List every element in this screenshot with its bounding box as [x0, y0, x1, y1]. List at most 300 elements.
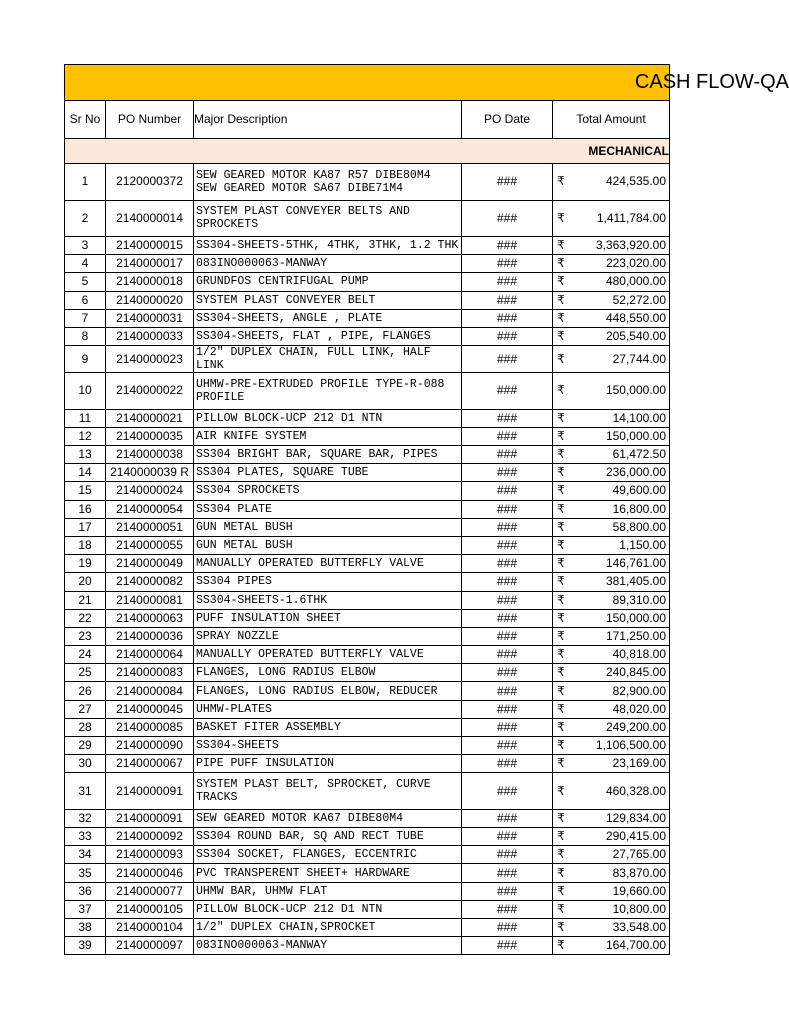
table-row: [65, 591, 670, 609]
header-major-description[interactable]: Major Description: [194, 101, 462, 139]
cell-sr[interactable]: 20: [65, 573, 106, 591]
cell-sr[interactable]: 28: [65, 718, 106, 736]
cell-amount[interactable]: [553, 828, 670, 846]
cell-sr[interactable]: 6: [65, 291, 106, 309]
amount-value: 33,548.00: [612, 920, 666, 935]
cell-desc[interactable]: 1/2" DUPLEX CHAIN, FULL LINK, HALF LINK: [194, 346, 462, 373]
cell-date[interactable]: ###: [462, 882, 553, 900]
cell-date[interactable]: ###: [462, 627, 553, 645]
table-row: [65, 500, 670, 518]
cell-sr[interactable]: 11: [65, 409, 106, 427]
currency-symbol: ₹: [557, 428, 565, 443]
cell-amount[interactable]: [553, 646, 670, 664]
cell-date[interactable]: ###: [462, 700, 553, 718]
cell-po[interactable]: 2140000033: [106, 327, 194, 345]
cell-sr[interactable]: 27: [65, 700, 106, 718]
cell-date[interactable]: ###: [462, 346, 553, 373]
sheet-title: CASH FLOW-QA: [634, 71, 789, 93]
cell-amount[interactable]: [553, 346, 670, 373]
cell-po[interactable]: 2140000055: [106, 536, 194, 554]
cell-date[interactable]: ###: [462, 773, 553, 810]
currency-symbol: ₹: [557, 865, 565, 880]
cell-desc[interactable]: SS304 BRIGHT BAR, SQUARE BAR, PIPES: [194, 446, 462, 464]
cell-desc[interactable]: SEW GEARED MOTOR KA87 R57 DIBE80M4 SEW GEARED MOTOR SA67 DIBE71M4: [194, 164, 462, 201]
cell-amount[interactable]: [553, 464, 670, 482]
cell-po[interactable]: 2140000091: [106, 809, 194, 827]
currency-symbol: ₹: [557, 665, 565, 680]
table-row: [65, 409, 670, 427]
cell-desc[interactable]: SS304-SHEETS: [194, 737, 462, 755]
cell-amount[interactable]: [553, 718, 670, 736]
cell-amount[interactable]: [553, 627, 670, 645]
table-row: [65, 646, 670, 664]
currency-symbol: ₹: [557, 274, 565, 289]
amount-value: 1,411,784.00: [596, 210, 666, 225]
cell-desc[interactable]: PUFF INSULATION SHEET: [194, 609, 462, 627]
cell-po[interactable]: 2140000064: [106, 646, 194, 664]
cell-desc[interactable]: AIR KNIFE SYSTEM: [194, 427, 462, 445]
cell-po[interactable]: 2140000036: [106, 627, 194, 645]
cell-amount[interactable]: [553, 864, 670, 882]
cell-amount[interactable]: [553, 555, 670, 573]
cell-po[interactable]: 2140000083: [106, 664, 194, 682]
table-row: [65, 737, 670, 755]
cell-sr[interactable]: 18: [65, 536, 106, 554]
table-row: [65, 373, 670, 410]
cell-date[interactable]: ###: [462, 500, 553, 518]
amount-value: 40,818.00: [612, 647, 666, 662]
cell-po[interactable]: 2140000054: [106, 500, 194, 518]
table-row: [65, 518, 670, 536]
cell-desc[interactable]: PIPE PUFF INSULATION: [194, 755, 462, 773]
currency-symbol: ₹: [557, 238, 565, 253]
amount-value: 164,700.00: [605, 938, 666, 953]
cell-po[interactable]: 2140000105: [106, 900, 194, 918]
amount-value: 23,169.00: [612, 756, 666, 771]
currency-symbol: ₹: [557, 292, 565, 307]
table-row: [65, 536, 670, 554]
cell-amount[interactable]: [553, 309, 670, 327]
cell-date[interactable]: ###: [462, 464, 553, 482]
cell-desc[interactable]: 083INO000063-MANWAY: [194, 255, 462, 273]
cell-desc[interactable]: SS304 SPROCKETS: [194, 482, 462, 500]
amount-value: 150,000.00: [605, 428, 666, 443]
cell-date[interactable]: ###: [462, 273, 553, 291]
table-row: [65, 609, 670, 627]
currency-symbol: ₹: [557, 592, 565, 607]
cell-po[interactable]: 2140000085: [106, 718, 194, 736]
header-total-amount[interactable]: Total Amount: [553, 101, 670, 139]
amount-value: 205,540.00: [605, 329, 666, 344]
currency-symbol: ₹: [557, 256, 565, 271]
cell-po[interactable]: 2140000023: [106, 346, 194, 373]
currency-symbol: ₹: [557, 538, 565, 553]
cell-desc[interactable]: UHMW-PLATES: [194, 700, 462, 718]
cell-po[interactable]: 2140000049: [106, 555, 194, 573]
header-po-number[interactable]: PO Number: [106, 101, 194, 139]
cell-amount[interactable]: [553, 518, 670, 536]
currency-symbol: ₹: [557, 920, 565, 935]
amount-value: 19,660.00: [612, 883, 666, 898]
cell-date[interactable]: ###: [462, 609, 553, 627]
cell-sr[interactable]: 5: [65, 273, 106, 291]
cell-sr[interactable]: 8: [65, 327, 106, 345]
cell-date[interactable]: ###: [462, 409, 553, 427]
cell-sr[interactable]: 39: [65, 937, 106, 955]
amount-value: 424,535.00: [605, 174, 666, 189]
currency-symbol: ₹: [557, 410, 565, 425]
currency-symbol: ₹: [557, 174, 565, 189]
currency-symbol: ₹: [557, 556, 565, 571]
amount-value: 89,310.00: [612, 592, 666, 607]
cell-date[interactable]: ###: [462, 427, 553, 445]
currency-symbol: ₹: [557, 701, 565, 716]
section-row: [65, 139, 670, 164]
cell-desc[interactable]: UHMW BAR, UHMW FLAT: [194, 882, 462, 900]
amount-value: 381,405.00: [605, 574, 666, 589]
amount-value: 52,272.00: [612, 292, 666, 307]
cell-desc[interactable]: SYSTEM PLAST CONVEYER BELT: [194, 291, 462, 309]
cell-po[interactable]: 2140000014: [106, 200, 194, 237]
cell-amount[interactable]: [553, 809, 670, 827]
table-row: [65, 664, 670, 682]
cell-date[interactable]: ###: [462, 664, 553, 682]
cell-sr[interactable]: 32: [65, 809, 106, 827]
amount-value: 129,834.00: [605, 810, 666, 825]
cell-amount[interactable]: [553, 591, 670, 609]
currency-symbol: ₹: [557, 329, 565, 344]
cell-date[interactable]: ###: [462, 846, 553, 864]
cell-po[interactable]: 2140000092: [106, 828, 194, 846]
table-row: [65, 919, 670, 937]
table-row: [65, 464, 670, 482]
amount-value: 82,900.00: [612, 683, 666, 698]
table-row: [65, 755, 670, 773]
cell-sr[interactable]: 2: [65, 200, 106, 237]
cell-date[interactable]: ###: [462, 237, 553, 255]
cell-amount[interactable]: [553, 446, 670, 464]
amount-value: 1,150.00: [619, 538, 666, 553]
cell-po[interactable]: 2140000091: [106, 773, 194, 810]
table-row: [65, 555, 670, 573]
cell-amount[interactable]: [553, 937, 670, 955]
table-row: [65, 573, 670, 591]
section-mechanical[interactable]: MECHANICAL: [65, 139, 670, 164]
cell-date[interactable]: ###: [462, 327, 553, 345]
amount-value: 223,020.00: [605, 256, 666, 271]
amount-value: 171,250.00: [605, 628, 666, 643]
currency-symbol: ₹: [557, 383, 565, 398]
cell-amount[interactable]: [553, 427, 670, 445]
table-row: [65, 309, 670, 327]
cell-po[interactable]: 2140000063: [106, 609, 194, 627]
table-row: [65, 864, 670, 882]
currency-symbol: ₹: [557, 574, 565, 589]
currency-symbol: ₹: [557, 901, 565, 916]
cell-date[interactable]: ###: [462, 446, 553, 464]
cell-desc[interactable]: SS304 PLATE: [194, 500, 462, 518]
cell-desc[interactable]: SPRAY NOZZLE: [194, 627, 462, 645]
cell-po[interactable]: 2140000082: [106, 573, 194, 591]
cell-desc[interactable]: MANUALLY OPERATED BUTTERFLY VALVE: [194, 555, 462, 573]
currency-symbol: ₹: [557, 738, 565, 753]
cell-po[interactable]: 2120000372: [106, 164, 194, 201]
cell-sr[interactable]: 1: [65, 164, 106, 201]
table-row: [65, 200, 670, 237]
cell-date[interactable]: ###: [462, 536, 553, 554]
cell-po[interactable]: 2140000081: [106, 591, 194, 609]
cell-amount[interactable]: [553, 273, 670, 291]
currency-symbol: ₹: [557, 501, 565, 516]
cell-amount[interactable]: [553, 409, 670, 427]
amount-value: 49,600.00: [612, 483, 666, 498]
cell-date[interactable]: ###: [462, 373, 553, 410]
cell-date[interactable]: ###: [462, 937, 553, 955]
table-row: [65, 828, 670, 846]
cell-desc[interactable]: GRUNDFOS CENTRIFUGAL PUMP: [194, 273, 462, 291]
cell-desc[interactable]: 083INO000063-MANWAY: [194, 937, 462, 955]
cell-date[interactable]: ###: [462, 919, 553, 937]
cell-date[interactable]: ###: [462, 591, 553, 609]
cell-po[interactable]: 2140000038: [106, 446, 194, 464]
header-row: [65, 101, 670, 139]
table-row: [65, 446, 670, 464]
cell-po[interactable]: 2140000018: [106, 273, 194, 291]
amount-value: 1,106,500.00: [595, 738, 666, 753]
cell-date[interactable]: ###: [462, 900, 553, 918]
cell-desc[interactable]: SS304 PIPES: [194, 573, 462, 591]
cell-date[interactable]: ###: [462, 573, 553, 591]
cell-po[interactable]: 2140000090: [106, 737, 194, 755]
cell-sr[interactable]: 13: [65, 446, 106, 464]
amount-value: 249,200.00: [605, 719, 666, 734]
cell-po[interactable]: 2140000017: [106, 255, 194, 273]
cell-po[interactable]: 2140000077: [106, 882, 194, 900]
currency-symbol: ₹: [557, 847, 565, 862]
currency-symbol: ₹: [557, 310, 565, 325]
cell-sr[interactable]: 15: [65, 482, 106, 500]
cell-amount[interactable]: [553, 373, 670, 410]
cell-amount[interactable]: [553, 664, 670, 682]
amount-value: 448,550.00: [605, 310, 666, 325]
cell-desc[interactable]: UHMW-PRE-EXTRUDED PROFILE TYPE-R-088 PROFILE: [194, 373, 462, 410]
cell-desc[interactable]: GUN METAL BUSH: [194, 518, 462, 536]
amount-value: 27,765.00: [612, 847, 666, 862]
cell-desc[interactable]: 1/2" DUPLEX CHAIN,SPROCKET: [194, 919, 462, 937]
cell-desc[interactable]: BASKET FITER ASSEMBLY: [194, 718, 462, 736]
cell-po[interactable]: 2140000015: [106, 237, 194, 255]
cell-sr[interactable]: 29: [65, 737, 106, 755]
cell-date[interactable]: ###: [462, 646, 553, 664]
cell-date[interactable]: ###: [462, 828, 553, 846]
amount-value: 146,761.00: [605, 556, 666, 571]
cell-amount[interactable]: [553, 536, 670, 554]
currency-symbol: ₹: [557, 628, 565, 643]
cell-amount[interactable]: [553, 846, 670, 864]
currency-symbol: ₹: [557, 483, 565, 498]
title-cell[interactable]: [65, 65, 789, 101]
cell-desc[interactable]: SS304 PLATES, SQUARE TUBE: [194, 464, 462, 482]
cell-amount[interactable]: [553, 164, 670, 201]
table-row: [65, 346, 670, 373]
cell-amount[interactable]: [553, 500, 670, 518]
cell-sr[interactable]: 9: [65, 346, 106, 373]
amount-value: 10,800.00: [612, 901, 666, 916]
cell-desc[interactable]: GUN METAL BUSH: [194, 536, 462, 554]
table-row: [65, 809, 670, 827]
cell-desc[interactable]: MANUALLY OPERATED BUTTERFLY VALVE: [194, 646, 462, 664]
cell-date[interactable]: ###: [462, 755, 553, 773]
cell-amount[interactable]: [553, 237, 670, 255]
cell-sr[interactable]: 21: [65, 591, 106, 609]
cell-amount[interactable]: [553, 327, 670, 345]
amount-value: 48,020.00: [612, 701, 666, 716]
header-po-date[interactable]: PO Date: [462, 101, 553, 139]
cell-sr[interactable]: 35: [65, 864, 106, 882]
cell-desc[interactable]: SEW GEARED MOTOR KA67 DIBE80M4: [194, 809, 462, 827]
cell-po[interactable]: 2140000104: [106, 919, 194, 937]
currency-symbol: ₹: [557, 719, 565, 734]
cell-amount[interactable]: [553, 737, 670, 755]
cell-po[interactable]: 2140000084: [106, 682, 194, 700]
cell-po[interactable]: 2140000031: [106, 309, 194, 327]
cell-sr[interactable]: 14: [65, 464, 106, 482]
cell-sr[interactable]: 23: [65, 627, 106, 645]
table-row: [65, 682, 670, 700]
cell-amount[interactable]: [553, 482, 670, 500]
amount-value: 460,328.00: [605, 783, 666, 798]
currency-symbol: ₹: [557, 610, 565, 625]
cell-sr[interactable]: 25: [65, 664, 106, 682]
cell-date[interactable]: ###: [462, 164, 553, 201]
cell-desc[interactable]: SS304-SHEETS, FLAT , PIPE, FLANGES: [194, 327, 462, 345]
cell-sr[interactable]: 26: [65, 682, 106, 700]
amount-value: 27,744.00: [612, 351, 666, 366]
cell-sr[interactable]: 30: [65, 755, 106, 773]
cell-amount[interactable]: [553, 882, 670, 900]
cell-sr[interactable]: 38: [65, 919, 106, 937]
cell-sr[interactable]: 3: [65, 237, 106, 255]
header-sr-no[interactable]: Sr No: [65, 101, 106, 139]
cell-amount[interactable]: [553, 773, 670, 810]
cell-po[interactable]: 2140000097: [106, 937, 194, 955]
cell-sr[interactable]: 19: [65, 555, 106, 573]
cell-po[interactable]: 2140000093: [106, 846, 194, 864]
cell-desc[interactable]: SYSTEM PLAST BELT, SPROCKET, CURVE TRACKS: [194, 773, 462, 810]
cell-date[interactable]: ###: [462, 255, 553, 273]
cell-amount[interactable]: [553, 291, 670, 309]
cell-date[interactable]: ###: [462, 809, 553, 827]
cell-amount[interactable]: [553, 919, 670, 937]
cell-desc[interactable]: SS304-SHEETS-5THK, 4THK, 3THK, 1.2 THK: [194, 237, 462, 255]
cell-sr[interactable]: 22: [65, 609, 106, 627]
cell-amount[interactable]: [553, 755, 670, 773]
amount-value: 16,800.00: [612, 501, 666, 516]
cell-po[interactable]: 2140000039 R: [106, 464, 194, 482]
table-row: [65, 846, 670, 864]
cell-desc[interactable]: SS304 SOCKET, FLANGES, ECCENTRIC: [194, 846, 462, 864]
cell-sr[interactable]: 7: [65, 309, 106, 327]
cell-amount[interactable]: [553, 609, 670, 627]
cell-po[interactable]: 2140000035: [106, 427, 194, 445]
cell-po[interactable]: 2140000024: [106, 482, 194, 500]
cell-sr[interactable]: 31: [65, 773, 106, 810]
cell-po[interactable]: 2140000051: [106, 518, 194, 536]
cell-desc[interactable]: SS304 ROUND BAR, SQ AND RECT TUBE: [194, 828, 462, 846]
table-row: [65, 627, 670, 645]
table-row: [65, 882, 670, 900]
cell-desc[interactable]: SYSTEM PLAST CONVEYER BELTS AND SPROCKETS: [194, 200, 462, 237]
cell-po[interactable]: 2140000021: [106, 409, 194, 427]
table-row: [65, 700, 670, 718]
amount-value: 14,100.00: [612, 410, 666, 425]
amount-value: 150,000.00: [605, 610, 666, 625]
currency-symbol: ₹: [557, 210, 565, 225]
cell-sr[interactable]: 24: [65, 646, 106, 664]
amount-value: 61,472.50: [612, 447, 666, 462]
cell-date[interactable]: ###: [462, 482, 553, 500]
cell-po[interactable]: 2140000020: [106, 291, 194, 309]
cell-sr[interactable]: 34: [65, 846, 106, 864]
amount-value: 58,800.00: [612, 519, 666, 534]
cell-date[interactable]: ###: [462, 718, 553, 736]
cell-date[interactable]: ###: [462, 518, 553, 536]
cell-date[interactable]: ###: [462, 555, 553, 573]
cell-desc[interactable]: FLANGES, LONG RADIUS ELBOW: [194, 664, 462, 682]
cell-sr[interactable]: 12: [65, 427, 106, 445]
cell-sr[interactable]: 17: [65, 518, 106, 536]
amount-value: 290,415.00: [605, 829, 666, 844]
amount-value: 480,000.00: [605, 274, 666, 289]
cell-date[interactable]: ###: [462, 682, 553, 700]
cell-desc[interactable]: PILLOW BLOCK-UCP 212 D1 NTN: [194, 409, 462, 427]
cell-sr[interactable]: 33: [65, 828, 106, 846]
cell-sr[interactable]: 36: [65, 882, 106, 900]
cell-date[interactable]: ###: [462, 200, 553, 237]
cell-sr[interactable]: 37: [65, 900, 106, 918]
amount-value: 150,000.00: [605, 383, 666, 398]
cell-date[interactable]: ###: [462, 737, 553, 755]
cell-po[interactable]: 2140000046: [106, 864, 194, 882]
table-row: [65, 273, 670, 291]
currency-symbol: ₹: [557, 883, 565, 898]
cell-po[interactable]: 2140000045: [106, 700, 194, 718]
cell-amount[interactable]: [553, 200, 670, 237]
cell-amount[interactable]: [553, 255, 670, 273]
table-row: [65, 291, 670, 309]
cell-sr[interactable]: 4: [65, 255, 106, 273]
cell-amount[interactable]: [553, 573, 670, 591]
cell-date[interactable]: ###: [462, 309, 553, 327]
cell-po[interactable]: 2140000067: [106, 755, 194, 773]
cell-amount[interactable]: [553, 700, 670, 718]
currency-symbol: ₹: [557, 519, 565, 534]
cell-desc[interactable]: FLANGES, LONG RADIUS ELBOW, REDUCER: [194, 682, 462, 700]
cell-date[interactable]: ###: [462, 291, 553, 309]
cell-desc[interactable]: SS304-SHEETS, ANGLE , PLATE: [194, 309, 462, 327]
cell-sr[interactable]: 10: [65, 373, 106, 410]
cell-desc[interactable]: SS304-SHEETS-1.6THK: [194, 591, 462, 609]
cell-date[interactable]: ###: [462, 864, 553, 882]
cell-amount[interactable]: [553, 682, 670, 700]
cell-desc[interactable]: PILLOW BLOCK-UCP 212 D1 NTN: [194, 900, 462, 918]
cell-amount[interactable]: [553, 900, 670, 918]
cell-sr[interactable]: 16: [65, 500, 106, 518]
cell-po[interactable]: 2140000022: [106, 373, 194, 410]
cell-desc[interactable]: PVC TRANSPERENT SHEET+ HARDWARE: [194, 864, 462, 882]
amount-value: 83,870.00: [612, 865, 666, 880]
amount-value: 3,363,920.00: [595, 238, 666, 253]
